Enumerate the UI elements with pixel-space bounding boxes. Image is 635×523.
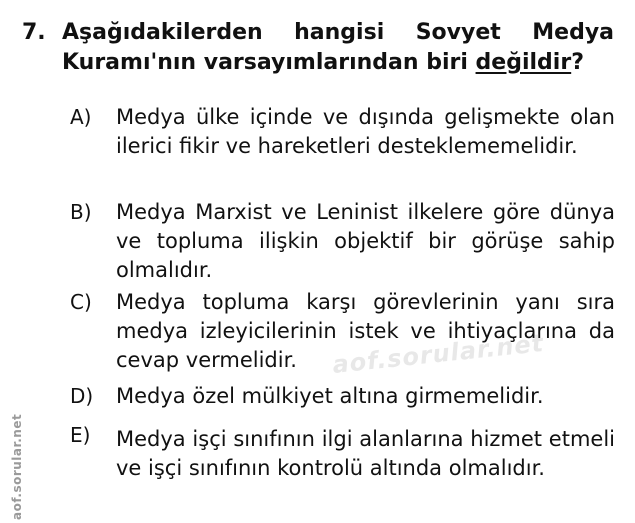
- option-text: Medya işçi sınıfının ilgi alanlarına hizmet etmeli ve işçi sınıfının kontrolü altında olmalıdır.: [116, 427, 615, 480]
- question-negation: değildir: [475, 50, 572, 75]
- option-b[interactable]: [70, 198, 615, 285]
- question-text: [62, 18, 614, 78]
- option-e[interactable]: [70, 421, 615, 483]
- question-stem: Aşağıdakilerden hangisi Sovyet Medya Kuramı'nın varsayımlarından biri: [62, 20, 614, 75]
- option-letter: D): [70, 384, 94, 408]
- option-text: Medya özel mülkiyet altına girmemelidir.: [116, 384, 544, 408]
- question-number: 7.: [22, 20, 46, 45]
- question: [22, 18, 614, 78]
- option-a[interactable]: [70, 103, 615, 161]
- watermark: aof.sorular.net: [331, 328, 546, 380]
- option-text: Medya ülke içinde ve dışında gelişmekte olan ilerici fikir ve hareketleri desteklememelidir.: [116, 105, 615, 158]
- option-letter: C): [70, 290, 92, 314]
- option-d[interactable]: [70, 382, 615, 411]
- option-letter: B): [70, 200, 92, 224]
- question-mark: ?: [571, 50, 584, 75]
- option-text: Medya topluma karşı görevlerinin yanı sıra medya izleyicilerinin istek ve ihtiyaçlarına da cevap vermelidir.: [116, 290, 615, 372]
- option-text: Medya Marxist ve Leninist ilkelere göre dünya ve topluma ilişkin objektif bir görüşe sahip olmalıdır.: [116, 200, 615, 282]
- option-letter: E): [70, 423, 91, 447]
- side-watermark: aof.sorular.net: [10, 413, 24, 520]
- option-letter: A): [70, 105, 92, 129]
